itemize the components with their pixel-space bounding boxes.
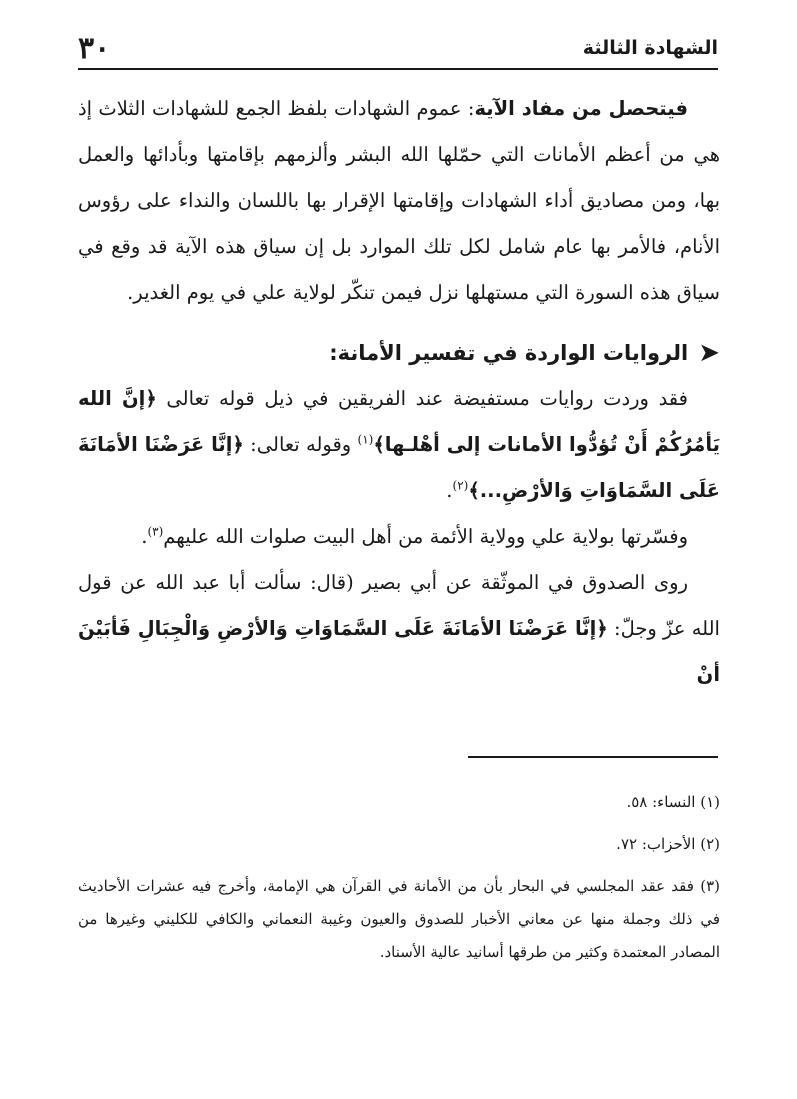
- footnote-ref: (٣): [147, 524, 164, 539]
- text-span: روى الصدوق في الموثّقة عن أبي بصير (قال: سألت أبا عبد الله عن قول الله: [78, 571, 720, 640]
- running-head: الشهادة الثالثة: [582, 37, 718, 59]
- paragraph-intro: [78, 86, 720, 316]
- text-span: وقوله تعالى:: [243, 433, 358, 456]
- text-span: وفسّرتها بولاية علي وولاية الأئمة من أهل البيت: [306, 525, 688, 548]
- section-heading: [78, 330, 720, 376]
- header-rule: [78, 68, 718, 70]
- text-span: .: [446, 479, 453, 502]
- paragraph-narrations: [78, 376, 720, 514]
- paragraph-intro-text: : عموم الشهادات بلفظ الجمع للشهادات الثلاث إذ هي من أعظم الأمانات التي حمّلها الله البشر وألزمهم بإقامتها وبأدائها والعمل بها، ومن مصاديق أداء الشهادات وإقامتها الإقرار بها باللسان والنداء على رؤوس الأنام، فالأمر بها عام شامل لكل تلك الموارد بل إن سياق هذه الآية قد وقع في سياق هذه السورة التي مستهلها نزل فيمن تنكّر لولاية علي في يوم الغدير.: [78, 97, 720, 304]
- footnote-item: (٢) الأحزاب: ٧٢.: [616, 835, 720, 853]
- footnote-item: (١) النساء: ٥٨.: [626, 793, 720, 811]
- footnote-separator: [468, 756, 718, 758]
- footnote-item: (٣) فقد عقد المجلسي في البحار بأن من الأمانة في القرآن هي الإمامة، وأخرج فيه عشرات الأحاديث في ذلك وجملة منها عن معاني الأخبار للصدوق والعيون وغيبة النعماني والكافي للكليني وغيرها من المصادر المعتمدة وكثير من طرقها أسانيد عالية الأسناد.: [78, 877, 720, 961]
- text-span: .: [141, 525, 148, 548]
- paragraph-narration-saduq: [78, 560, 720, 698]
- quran-quote: ﴿إنَّ الله يَأمُرُكُمْ أَنْ تُؤدُّوا الأمانات إلى أهْلـها﴾: [78, 387, 721, 456]
- footnote-ref: (١): [357, 432, 374, 447]
- main-text: [78, 86, 720, 698]
- lead-phrase: فيتحصل من مفاد الآية: [474, 97, 688, 120]
- section-heading-text: الروايات الواردة في تفسير الأمانة:: [329, 341, 689, 365]
- honorific-ligature: صلوات الله عليهم: [163, 525, 307, 548]
- page-number: ٣٠: [78, 30, 111, 66]
- footnotes: [78, 786, 720, 979]
- page-header: [78, 30, 718, 66]
- text-span: :: [607, 617, 621, 640]
- paragraph-interpretation: [78, 514, 720, 560]
- honorific-ligature: عزّ وجلّ: [620, 617, 686, 640]
- footnote-ref: (٢): [452, 478, 469, 493]
- text-span: فقد وردت روايات مستفيضة عند الفريقين في ذيل قوله تعالى: [156, 387, 688, 410]
- arrow-icon: ➤: [698, 338, 720, 368]
- quran-quote: ﴿إنَّا عَرَضْنَا الأمَانَةَ عَلَى السَّمَاوَاتِ وَالأرْضِ...﴾: [78, 433, 720, 502]
- quran-quote: ﴿إنَّا عَرَضْنَا الأمَانَةَ عَلَى السَّمَاوَاتِ وَالأرْضِ وَالْجِبَالِ فَأبَيْنَ أنْ: [78, 617, 720, 686]
